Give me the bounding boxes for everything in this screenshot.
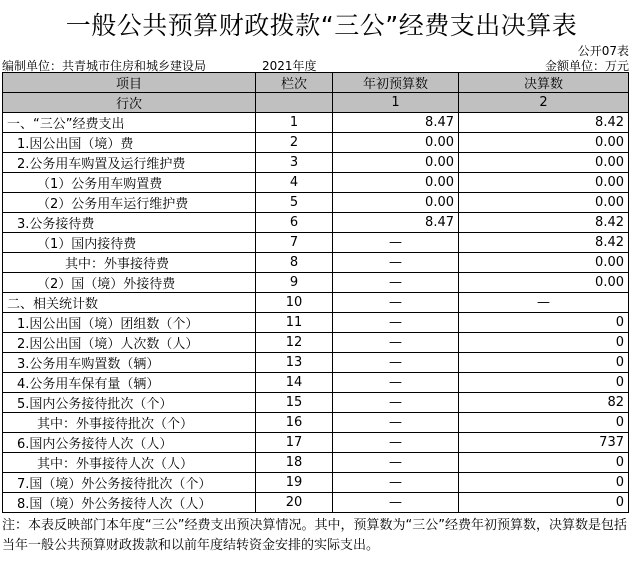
row-item: 5.国内公务接待批次（个） (3, 393, 256, 413)
table-row (3, 373, 629, 393)
row-final: 0 (459, 473, 629, 493)
row-item: 一、“三公”经费支出 (3, 113, 256, 133)
row-final: 0.00 (459, 253, 629, 273)
row-line: 14 (256, 373, 333, 393)
header-line: 栏次 (256, 73, 333, 93)
row-final: 0 (459, 413, 629, 433)
row-item: 3.公务用车购置数（辆） (3, 353, 256, 373)
row-final: 0 (459, 453, 629, 473)
row-line: 20 (256, 493, 333, 513)
row-final: 0 (459, 313, 629, 333)
fiscal-year: 2021年度 (262, 59, 317, 73)
subheader-final-col: 2 (459, 93, 629, 113)
row-budget: — (333, 473, 459, 493)
subheader-row (3, 93, 629, 113)
money-unit: 金额单位：万元 (544, 59, 629, 73)
row-budget: 0.00 (333, 153, 459, 173)
row-item: 1.因公出国（境）费 (3, 133, 256, 153)
table-row (3, 473, 629, 493)
row-line: 11 (256, 313, 333, 333)
row-budget: — (333, 493, 459, 513)
row-final: 0.00 (459, 273, 629, 293)
row-line: 10 (256, 293, 333, 313)
row-line: 2 (256, 133, 333, 153)
row-budget: 0.00 (333, 193, 459, 213)
table-row (3, 313, 629, 333)
table-row (3, 193, 629, 213)
table-row (3, 493, 629, 513)
table-row (3, 173, 629, 193)
row-budget: 0.00 (333, 173, 459, 193)
row-line: 13 (256, 353, 333, 373)
row-item: （1）公务用车购置费 (3, 173, 256, 193)
row-budget: 8.47 (333, 113, 459, 133)
row-item: 1.因公出国（境）团组数（个） (3, 313, 256, 333)
row-final: 0.00 (459, 153, 629, 173)
row-final: — (459, 293, 629, 313)
table-row (3, 253, 629, 273)
row-item: （2）公务用车运行维护费 (3, 193, 256, 213)
row-item: （2）国（境）外接待费 (3, 273, 256, 293)
row-final: 0.00 (459, 133, 629, 153)
row-item: 2.公务用车购置及运行维护费 (3, 153, 256, 173)
table-row (3, 153, 629, 173)
row-final: 0 (459, 373, 629, 393)
table-row (3, 433, 629, 453)
row-item: 二、相关统计数 (3, 293, 256, 313)
row-item: （1）国内接待费 (3, 233, 256, 253)
table-row (3, 293, 629, 313)
table-row (3, 273, 629, 293)
row-budget: — (333, 433, 459, 453)
row-final: 8.42 (459, 233, 629, 253)
row-line: 19 (256, 473, 333, 493)
row-item: 8.国（境）外公务接待人次（人） (3, 493, 256, 513)
row-item: 其中：外事接待批次（个） (3, 413, 256, 433)
row-line: 6 (256, 213, 333, 233)
table-row (3, 213, 629, 233)
table-row (3, 453, 629, 473)
row-budget: — (333, 293, 459, 313)
row-item: 2.因公出国（境）人次数（人） (3, 333, 256, 353)
row-final: 8.42 (459, 113, 629, 133)
row-budget: — (333, 313, 459, 333)
row-line: 1 (256, 113, 333, 133)
row-budget: 8.47 (333, 213, 459, 233)
table-row (3, 133, 629, 153)
row-item: 7.国（境）外公务接待批次（个） (3, 473, 256, 493)
row-line: 16 (256, 413, 333, 433)
header-final: 决算数 (459, 73, 629, 93)
table-row (3, 113, 629, 133)
row-line: 12 (256, 333, 333, 353)
subheader-empty (256, 93, 333, 113)
header-row (3, 73, 629, 93)
row-line: 15 (256, 393, 333, 413)
footnote: 注：本表反映部门本年度“三公”经费支出预决算情况。其中，预算数为“三公”经费年初预算数，决算数是包括当年一般公共预算财政拨款和以前年度结转资金安排的实际支出。 (2, 518, 627, 553)
row-budget: — (333, 253, 459, 273)
row-final: 0 (459, 493, 629, 513)
row-line: 18 (256, 453, 333, 473)
row-budget: — (333, 233, 459, 253)
row-budget: 0.00 (333, 133, 459, 153)
subheader-budget-col: 1 (333, 93, 459, 113)
row-line: 7 (256, 233, 333, 253)
row-item: 4.公务用车保有量（辆） (3, 373, 256, 393)
subheader-label: 行次 (3, 93, 256, 113)
unit-label: 编制单位：共青城市住房和城乡建设局 (2, 59, 207, 73)
row-budget: — (333, 333, 459, 353)
table-row (3, 393, 629, 413)
row-final: 0 (459, 353, 629, 373)
row-line: 8 (256, 253, 333, 273)
row-budget: — (333, 373, 459, 393)
row-budget: — (333, 353, 459, 373)
row-final: 0.00 (459, 173, 629, 193)
row-budget: — (333, 413, 459, 433)
table-row (3, 333, 629, 353)
row-budget: — (333, 273, 459, 293)
row-line: 5 (256, 193, 333, 213)
row-item: 其中：外事接待人次（人） (3, 453, 256, 473)
row-final: 82 (459, 393, 629, 413)
row-budget: — (333, 393, 459, 413)
row-final: 8.42 (459, 213, 629, 233)
table-row (3, 233, 629, 253)
row-final: 737 (459, 433, 629, 453)
page-title: 一般公共预算财政拨款“三公”经费支出决算表 (65, 11, 578, 40)
row-item: 6.国内公务接待人次（人） (3, 433, 256, 453)
table-row (3, 353, 629, 373)
form-code: 公开07表 (577, 44, 629, 58)
row-budget: — (333, 453, 459, 473)
row-line: 9 (256, 273, 333, 293)
expense-table (2, 72, 629, 513)
row-line: 17 (256, 433, 333, 453)
row-item: 其中：外事接待费 (3, 253, 256, 273)
header-budget: 年初预算数 (333, 73, 459, 93)
header-item: 项目 (3, 73, 256, 93)
row-item: 3.公务接待费 (3, 213, 256, 233)
row-final: 0.00 (459, 193, 629, 213)
table-row (3, 413, 629, 433)
row-line: 4 (256, 173, 333, 193)
row-final: 0 (459, 333, 629, 353)
row-line: 3 (256, 153, 333, 173)
